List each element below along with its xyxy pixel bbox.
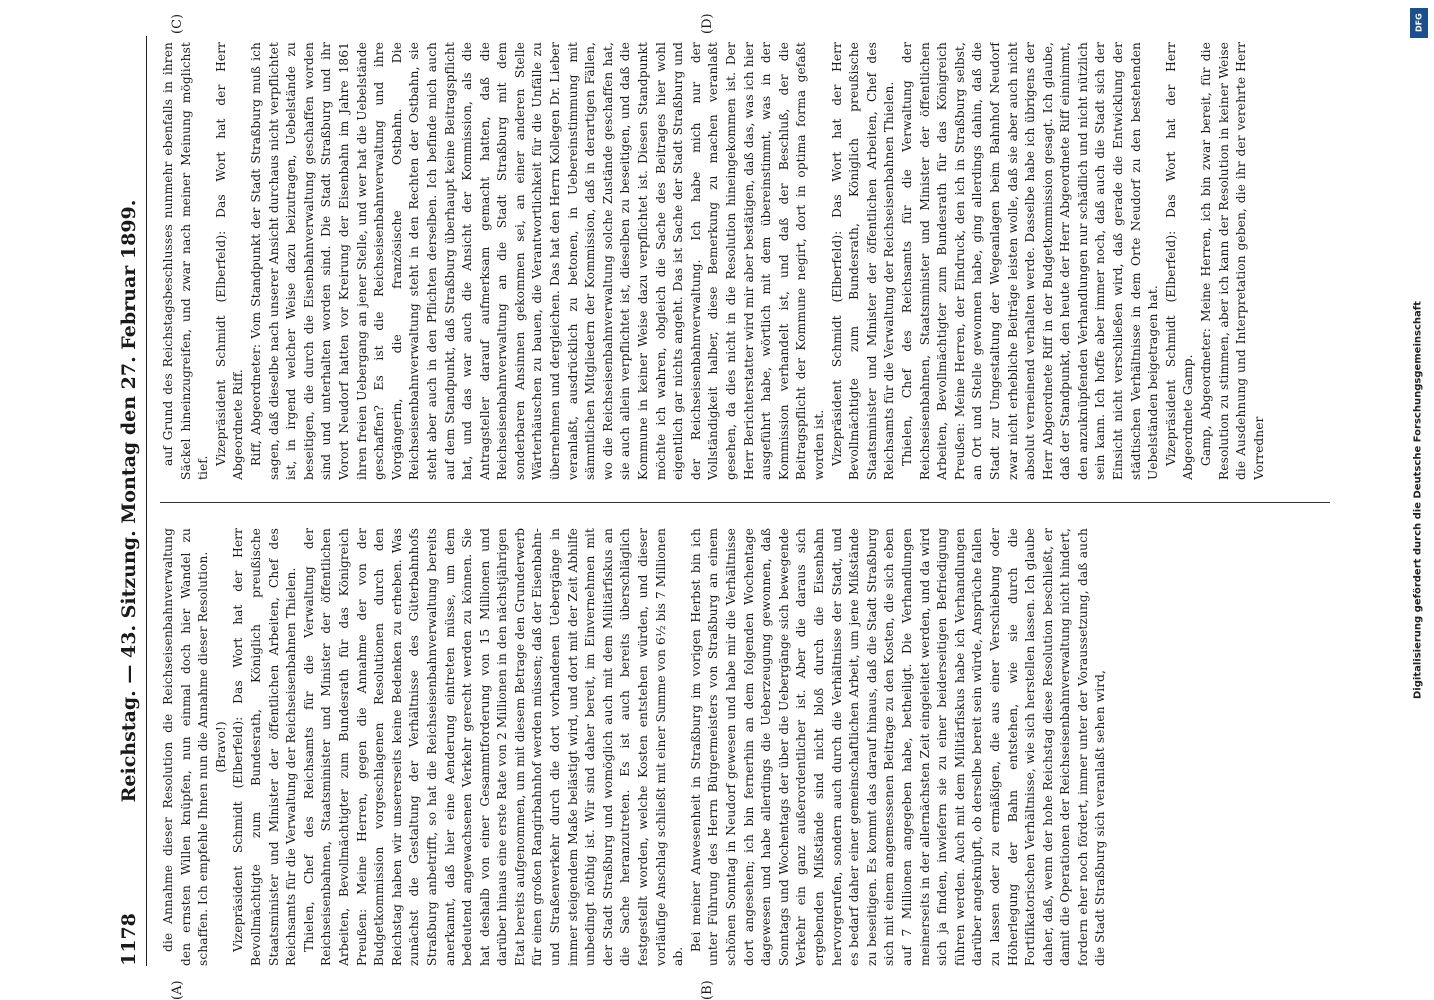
rotated-page [60, 0, 1360, 1000]
paragraph: Gamp, Abgeordneter: Meine Herren, ich bin zwar bereit, für die Resolution zu stimmen, aber ich kann der Resolution in keiner Weise die Ausdehnung und Interpretation geben, die ihr der verehrte Herr Vorredner [1199, 42, 1266, 480]
margin-mark-c: (C) [170, 13, 185, 34]
paragraph: die Annahme dieser Resolution die Reichseisenbahnverwaltung den ernsten Willen knüpfen, nun einmal doch hier Wandel zu schaffen. Ich empfehle Ihnen nun die Annahme dieser Resolution. [161, 528, 211, 966]
margin-mark-a: (A) [170, 980, 185, 1000]
dfg-logo: DFG [1410, 8, 1428, 38]
paragraph: Vizepräsident Schmidt (Elberfeld): Das Wort hat der Herr Abgeordnete Gamp. [1163, 42, 1196, 480]
paragraph: Riff, Abgeordneter: Vom Standpunkt der Stadt Straßburg muß ich sagen, daß dieselbe nach unserer Ansicht durchaus nicht verpflichtet ist, in irgend welcher Weise dazu beizutragen, Uebelstände zu beseitigen, die durch die Eisenbahnverwaltung geschaffen worden sind und unterhalten worden sind. Die Stadt Straßburg und ihr Vorort Neudorf hatten vor Kreirung der Eisenbahn im Jahre 1861 ihren freien Uebergang an jener Stelle, und wer hat die Uebelstände geschaffen? Es ist die Reichseisenbahnverwaltung und ihre Vorgängerin, die französische Ostbahn. Die Reichseisenbahnverwaltung steht in den Rechten der Ostbahn, sie steht aber auch in den Pflichten derselben. Ich befinde mich auch auf dem Standpunkt, daß Straßburg überhaupt keine Beitragspflicht hat, und das war auch die Ansicht der Kommission, als die Antragsteller darauf aufmerksam gemacht hatten, daß die Reichseisenbahnverwaltung an die Stadt Straßburg mit dem sonderbaren Ansinnen gekommen sei, an einer anderen Stelle Wärterhäuschen zu bauen, die Verantwortlichkeit für die Unfälle zu übernehmen und dergleichen. Das hat den Herrn Kollegen Dr. Lieber veranlaßt, ausdrücklich zu betonen, in Uebereinstimmung mit sämmtlichen Mitgliedern der Kommission, daß in derartigen Fällen, wo die Reichseisenbahnverwaltung solche Zustände geschaffen hat, sie auch allein verpflichtet ist, dieselben zu beseitigen, und daß die Kommune in keiner Weise dazu verpflichtet ist. Diesen Standpunkt möchte ich wahren, obgleich die Sache des Beitrages hier wohl eigentlich gar nichts angeht. Das ist Sache der Stadt Straßburg und der Reichseisenbahnverwaltung. Ich habe mich nur der Vollständigkeit halber, diese Bemerkung zu machen veranlaßt gesehen, da dies nicht in die Resolution hineingekommen ist. Der Herr Berichterstatter wird mir aber bestätigen, daß das, was ich hier ausgeführt habe, wörtlich mit dem übereinstimmt, was in der Kommission verhandelt ist, und daß der Beschluß, der die Beitragspflicht der Kommune negirt, dort in optima forma gefaßt worden ist. [248, 42, 826, 480]
column-divider [160, 502, 1330, 503]
paragraph: auf Grund des Reichstagsbeschlusses nunmehr ebenfalls in ihren Säckel hineinzugreifen, und zwar nach meiner Meinung möglichst tief. [161, 42, 211, 480]
page-header [100, 36, 147, 966]
page-title: Reichstag. — 43. Sitzung. Montag den 27. Februar 1899. [118, 199, 140, 803]
page-number: 1178 [118, 913, 140, 966]
paragraph: Vizepräsident Schmidt (Elberfeld): Das Wort hat der Herr Abgeordnete Riff. [213, 42, 246, 480]
paragraph: Vizepräsident Schmidt (Elberfeld): Das Wort hat der Herr Bevollmächtigte zum Bundesrath, Königlich preußische Staatsminister und Minister der öffentlichen Arbeiten, Chef des Reichsamts für die Verwaltung der Reichseisenbahnen Thielen. [829, 42, 897, 480]
text-column-left [160, 528, 1330, 966]
paragraph: (Bravo!) [213, 721, 228, 773]
paragraph: Bei meiner Anwesenheit in Straßburg im vorigen Herbst bin ich unter Führung des Herrn Bürgermeisters von Straßburg an einem schönen Sonntag in Neudorf gewesen und habe mir die Verhältnisse dort angesehen; ich bin fernerhin an dem folgenden Wochentage dagewesen und habe allerdings die Ueberzeugung gewonnen, daß Sonntags und Wochentags der über die Uebergänge sich bewegende Verkehr ein ganz außerordentlicher ist. Aber die daraus sich ergebenden Mißstände sind nicht bloß durch die Eisenbahn hervorgerufen, sondern auch durch die Verhältnisse der Stadt, und es bedarf daher einer gemeinschaftlichen Arbeit, um jene Mißstände zu beseitigen. Es kommt das darauf hinaus, daß die Stadt Straßburg sich mit einem angemessenen Beitrage zu den Kosten, die sich eben auf 7 Millionen angegeben habe, betheiligt. Die Verhandlungen meinerseits in der allernächsten Zeit eingeleitet werden, und da wird sich ja finden, inwiefern sie zu einer beiderseitigen Befriedigung führen werden. Auch mit dem Militärfiskus habe ich Verhandlungen darüber angeknüpft, ob derselbe bereit sein würde, Ansprüche fallen zu lassen oder zu ermäßigen, die aus einer Verschiebung oder Höherlegung der Bahn entstehen, wie sie durch die Fortifikatorischen Verhältnisse, wie sich herstellen lassen. Ich glaube daher, daß, wenn der hohe Reichstag diese Resolution beschließt, er damit die Operationen der Reichseisenbahnverwaltung nicht hindert, fordern eher noch fördert, immer unter der Voraussetzung, daß auch die Stadt Straßburg sich veranlaßt sehen wird, [688, 528, 1108, 966]
digitization-note: Digitalisierung gefördert durch die Deutsche Forschungsgemeinschaft [1412, 301, 1424, 699]
paragraph: Thielen, Chef des Reichsamts für die Verwaltung der Reichseisenbahnen, Staatsminister und Minister der öffentlichen Arbeiten, Bevollmächtigter zum Bundesrath für das Königreich Preußen: Meine Herren, der Eindruck, den ich in Straßburg selbst, an Ort und Stelle gewonnen habe, ging allerdings dahin, daß die Stadt zur Umgestaltung der Wegeanlagen beim Bahnhof Neudorf zwar nicht erhebliche Beiträge leisten wolle, daß sie aber auch nicht absolut verneinend verhalten werde. Dasselbe habe ich übrigens der Herr Abgeordnete Riff in der Budgetkommission gesagt. Ich glaube, daß der Standpunkt, den heute der Herr Abgeordnete Riff einnimmt, den anzuknüpfenden Verhandlungen nur schädlich und nicht nützlich sein kann. Ich hoffe aber immer noch, daß auch die Stadt sich der Einsicht nicht verschließen wird, daß gerade die Entwicklung der städtischen Verhältnisse in dem Orte Neudorf zu den bestehenden Uebelständen beigetragen hat. [899, 42, 1161, 480]
margin-mark-d: (D) [700, 13, 715, 34]
paragraph: Thielen, Chef des Reichsamts für die Verwaltung der Reichseisenbahnen, Staatsminister und Minister der öffentlichen Arbeiten, Bevollmächtigter zum Bundesrath für das Königreich Preußen: Meine Herren, gegen die Annahme der von der Budgetkommission vorgeschlagenen Resolutionen durch den Reichstag haben wir unsererseits keine Bedenken zu erheben. Was zunächst die Gestaltung der Verhältnisse des Güterbahnhofs Straßburg anbetrifft, so hat die Reichseisenbahnverwaltung bereits anerkannt, daß hier eine Aenderung eintreten müsse, um dem bedeutend angewachsenen Verkehr gerecht werden zu können. Sie hat deshalb von einer Gesammtforderung von 15 Millionen und darüber hinaus eine erste Rate von 2 Millionen in den nächstjährigen Etat bereits aufgenommen, um mit diesem Betrage den Grunderwerb für einen großen Rangirbahnhof werden müssen; daß der Eisenbahn- und Straßenverkehr durch die dort vorhandenen Uebergänge in immer steigendem Maße belästigt wird, und dort mit der Zeit Abhilfe unbedingt nöthig ist. Wir sind daher bereit, im Einvernehmen mit der Stadt Straßburg und womöglich auch mit dem Militärfiskus an die Sache heranzutreten. Es ist auch bereits überschläglich festgestellt worden, welche Kosten entstehen würden, und dieser vorläufige Anschlag schließt mit einer Summe von 6½ bis 7 Millionen ab. [301, 528, 686, 966]
paragraph: Vizepräsident Schmidt (Elberfeld): Das Wort hat der Herr Bevollmächtigte zum Bundesrath, Königlich preußische Staatsminister und Minister der öffentlichen Arbeiten, Chef des Reichsamts für die Verwaltung der Reichseisenbahnen Thielen. [231, 528, 299, 966]
margin-mark-b: (B) [700, 980, 715, 1000]
text-column-right [160, 42, 1330, 480]
